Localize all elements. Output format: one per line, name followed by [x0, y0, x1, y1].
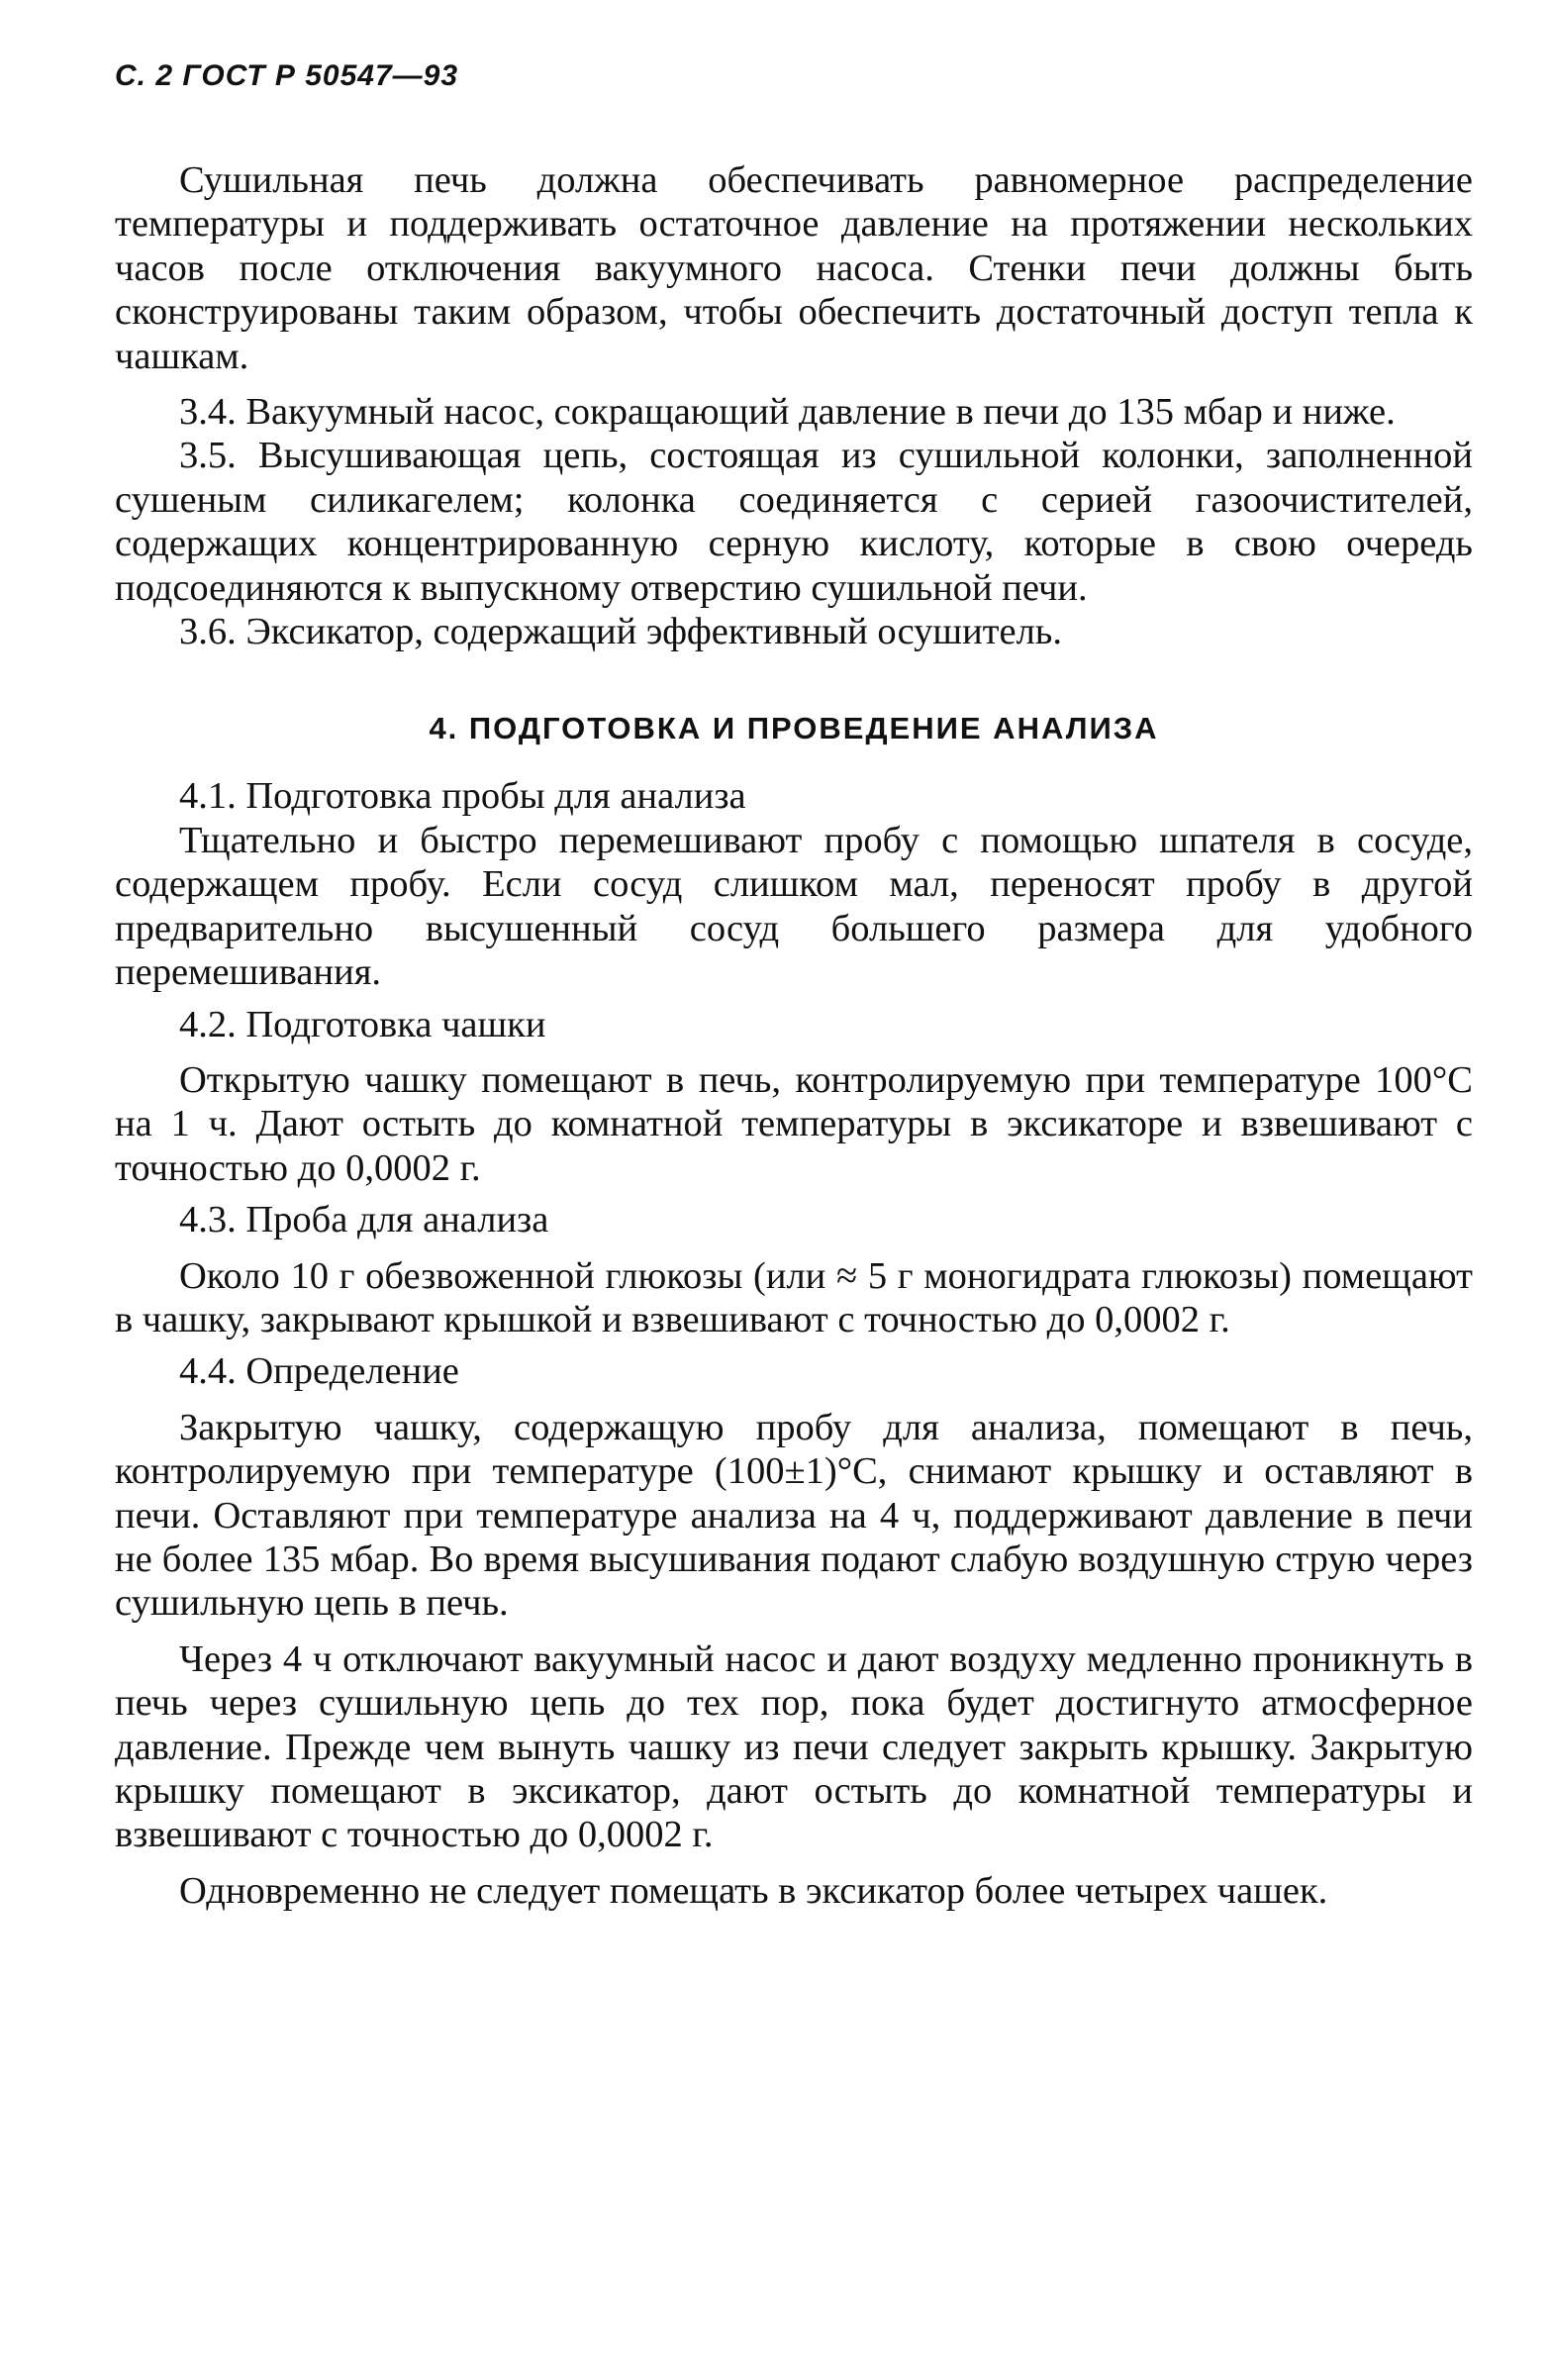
section-4-title: 4. ПОДГОТОВКА И ПРОВЕДЕНИЕ АНАЛИЗА: [429, 711, 1159, 746]
clause-3-5: 3.5. Высушивающая цепь, состоящая из сушильной колонки, заполненной сушеным силикагелем; колонка соединяется с серией газоочистителей, содержащих концентрированную серную кислоту, которые в свою очередь подсоединяются к выпускному отверстию сушильной печи.: [115, 435, 1473, 609]
clause-3-6: 3.6. Эксикатор, содержащий эффективный осушитель.: [179, 611, 1062, 653]
clause-4-2-heading: 4.2. Подготовка чашки: [179, 1003, 546, 1045]
clause-4-3-text: Около 10 г обезвоженной глюкозы (или ≈ 5 г моногидрата глюкозы) помещают в чашку, закрывают крышкой и взвешивают с точностью до 0,0002 г.: [115, 1254, 1473, 1340]
clause-4-4-text-3: Одновременно не следует помещать в эксикатор более четырех чашек.: [179, 1869, 1328, 1912]
clause-4-4-text-2: Через 4 ч отключают вакуумный насос и дают воздуху медленно проникнуть в печь через сушильную цепь до тех пор, пока будет достигнуто атмосферное давление. Прежде чем вынуть чашку из печи следует закрыть крышку. Закрытую крышку помещают в эксикатор, дают остыть до комнатной температуры и взвешивают с точностью до 0,0002 г.: [115, 1637, 1473, 1856]
clause-4-1-text: Тщательно и быстро перемешивают пробу с помощью шпателя в сосуде, содержащем пробу. Если сосуд слишком мал, переносят пробу в другой предварительно высушенный сосуд большего размера для удобного перемешивания.: [115, 819, 1473, 994]
clause-4-4-heading: 4.4. Определение: [179, 1350, 459, 1393]
oven-requirements-paragraph: Сушильная печь должна обеспечивать равномерное распределение температуры и поддерживать остаточное давление на протяжении нескольких часов после отключения вакуумного насоса. Стенки печи должны быть сконструированы таким образом, чтобы обеспечить достаточный доступ тепла к чашкам.: [115, 159, 1473, 377]
clause-4-3-heading: 4.3. Проба для анализа: [179, 1199, 549, 1241]
clause-3-4: 3.4. Вакуумный насос, сокращающий давление в печи до 135 мбар и ниже.: [179, 391, 1396, 434]
clause-4-2-text: Открытую чашку помещают в печь, контролируемую при температуре 100°С на 1 ч. Дают остыть до комнатной температуры в эксикаторе и взвешивают с точностью до 0,0002 г.: [115, 1058, 1473, 1189]
page-header: С. 2 ГОСТ Р 50547—93: [115, 59, 459, 92]
clause-4-4-text-1: Закрытую чашку, содержащую пробу для анализа, помещают в печь, контролируемую при температуре (100±1)°С, снимают крышку и оставляют в печи. Оставляют при температуре анализа на 4 ч, поддерживают давление в печи не более 135 мбар. Во время высушивания подают слабую воздушную струю через сушильную цепь в печь.: [115, 1406, 1473, 1625]
document-body: [115, 158, 1473, 1913]
clause-4-1-heading: 4.1. Подготовка пробы для анализа: [179, 775, 746, 818]
